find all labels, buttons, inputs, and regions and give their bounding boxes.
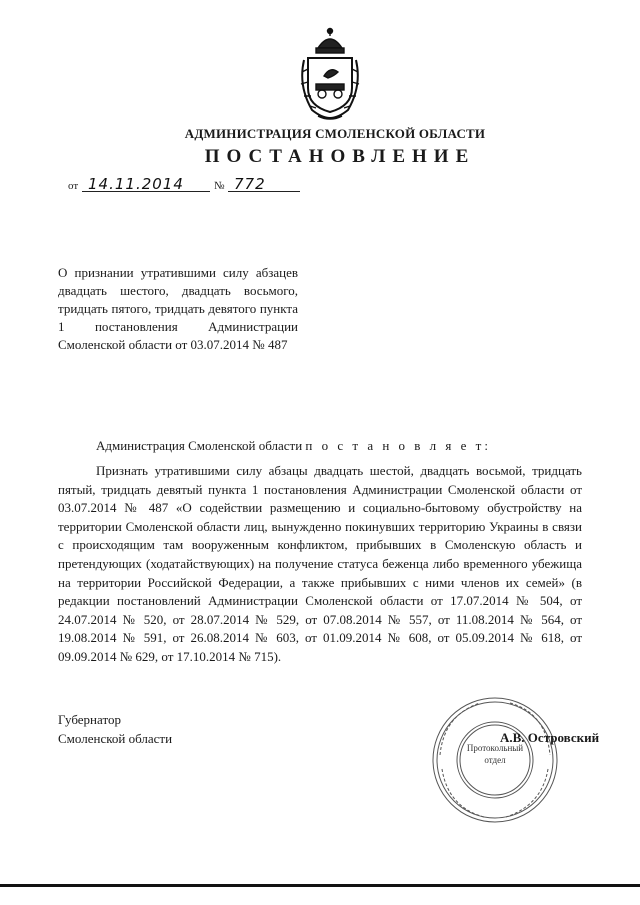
date-label: от (68, 180, 79, 192)
signer-name: А.В. Островский (500, 730, 600, 745)
stamp-line-2: отдел (484, 755, 506, 765)
stamp-line-1: Протокольный (466, 743, 524, 753)
date-value: 14.11.2014 (88, 175, 184, 193)
number-label: № (214, 180, 225, 192)
document-type-heading: ПОСТАНОВЛЕНИЕ (204, 146, 476, 167)
position-line-2: Смоленской области (58, 731, 173, 746)
organization-name: АДМИНИСТРАЦИЯ СМОЛЕНСКОЙ ОБЛАСТИ (184, 126, 486, 141)
intro-text: Администрация Смоленской области (96, 438, 303, 453)
coat-of-arms-emblem (298, 26, 362, 122)
resolution-body: Признать утратившими силу абзацы двадцать шестой, двадцать восьмой, тридцать пятый, тридцать девятый пункта 1 постановления Администрации Смоленской области от 03.07.2014 № 487 «О содействии размещению и социально-бытовому обустройству на территории Смоленской области лиц, вынужденно покинувших территорию Украины в связи с происходящим там вооруженным конфликтом, прибывших в Смоленскую область и претендующих (ходатайствующих) на получение статуса беженца либо временного убежища на территории Российской Федерации, а также прибывших с ними членов их семей» (в редакции постановлений Администрации Смоленской области от 17.07.2014 № 504, от 24.07.2014 № 520, от 28.07.2014 № 529, от 07.08.2014 № 557, от 11.08.2014 № 564, от 19.08.2014 № 591, от 26.08.2014 № 603, от 01.09.2014 № 608, от 05.09.2014 № 618, от 09.09.2014 № 629, от 17.10.2014 № 715). (58, 463, 582, 664)
bottom-scan-edge (0, 884, 640, 887)
registration-line (68, 174, 328, 194)
resolution-intro (96, 438, 491, 454)
intro-spaced-word: п о с т а н о в л я е т: (305, 438, 491, 453)
position-line-1: Губернатор (58, 712, 121, 727)
number-value: 772 (234, 175, 266, 193)
signatory-position (58, 710, 172, 748)
document-subject: О признании утратившими силу абзацев двадцать шестого, двадцать восьмого, тридцать пятого, тридцать девятого пункта 1 постановления Администрации Смоленской области от 03.07.2014 № 487 (58, 265, 298, 352)
